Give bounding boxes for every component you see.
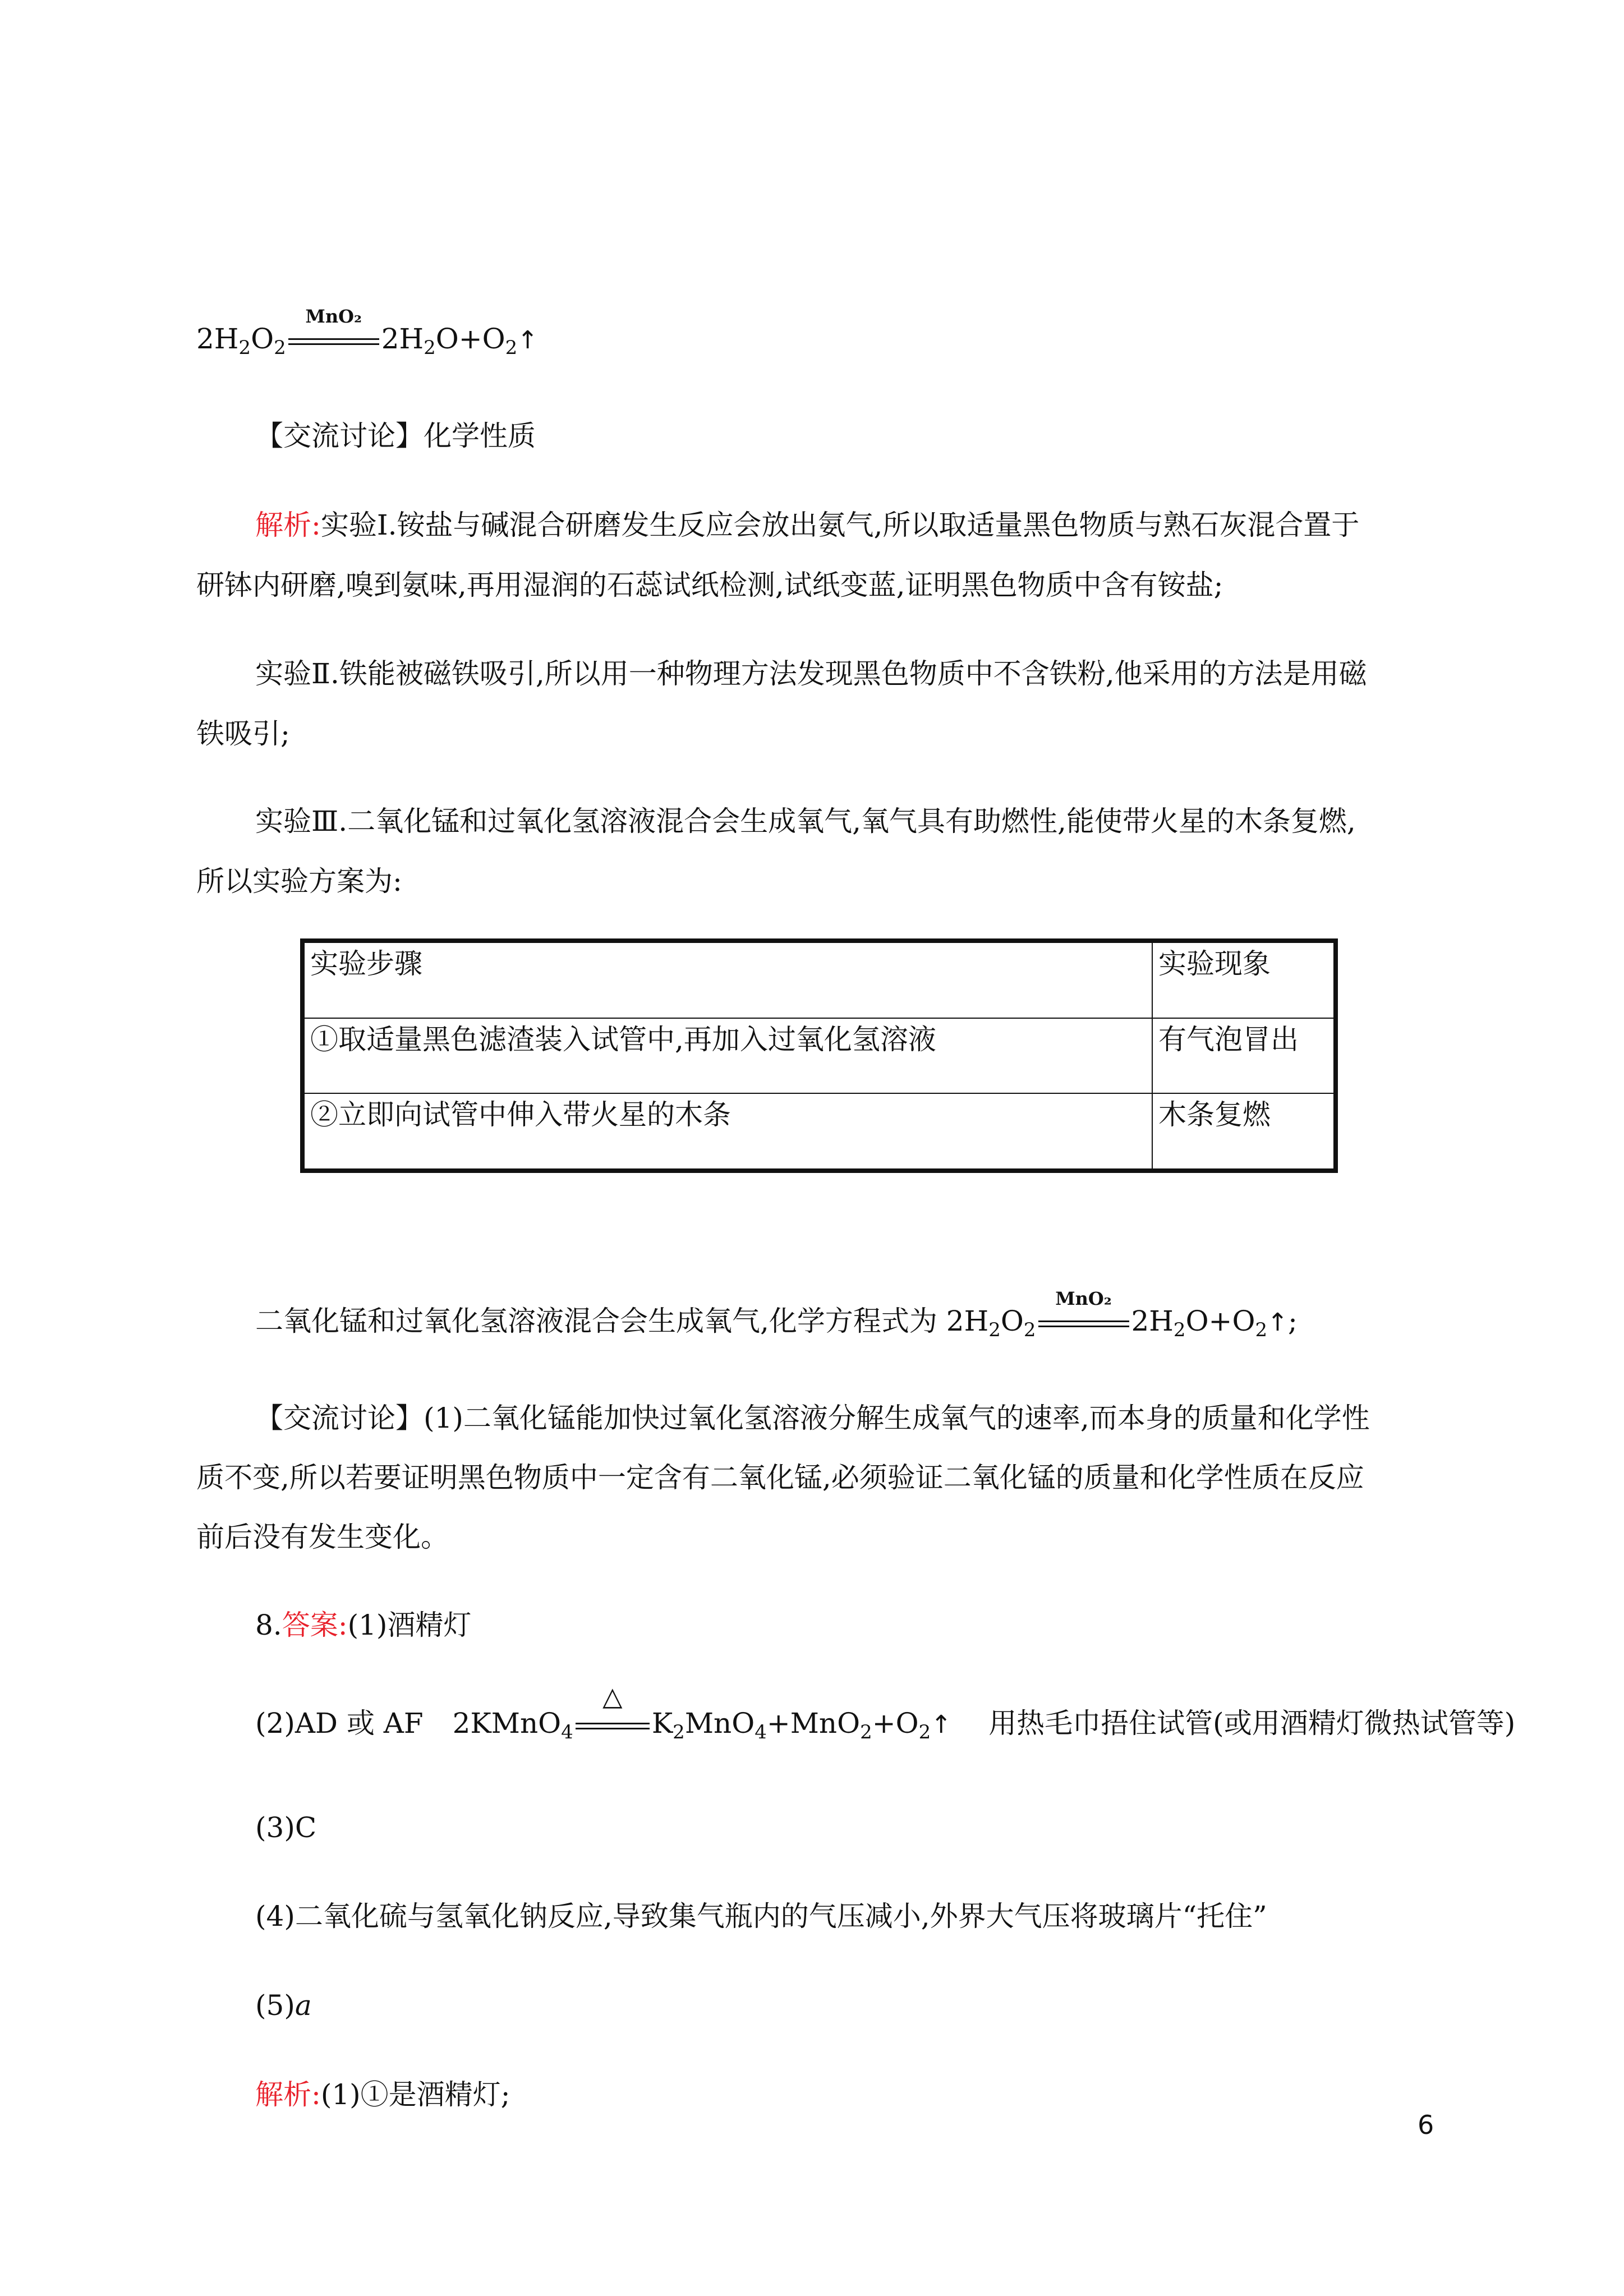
discussion2-line3: 前后没有发生变化。	[196, 1521, 449, 1553]
table-cell-phenomenon: 有气泡冒出	[1152, 1018, 1336, 1094]
exp2-line2: 铁吸引;	[196, 717, 290, 750]
analysis-exp1-line1: 解析:实验Ⅰ.铵盐与碱混合研磨发生反应会放出氨气,所以取适量黑色物质与熟石灰混合置于	[255, 509, 1360, 541]
page-number: 6	[1418, 2110, 1434, 2140]
equation-h2o2-decomposition: $2H_2O_2$ MnO₂ $2H_2O+O_2↑$	[196, 306, 539, 359]
table-header-row	[302, 941, 1336, 1018]
q8-answer-5: (5)a	[255, 1989, 312, 2022]
answer-label: 答案:	[282, 1609, 348, 1641]
discussion-answer: 【交流讨论】化学性质	[255, 420, 536, 452]
table-row	[302, 1093, 1336, 1171]
table-row	[302, 1018, 1336, 1094]
exp2-line1: 实验Ⅱ.铁能被磁铁吸引,所以用一种物理方法发现黑色物质中不含铁粉,他采用的方法是用磁	[255, 657, 1367, 690]
table-cell-phenomenon: 木条复燃	[1152, 1093, 1336, 1171]
table-header-phenomena: 实验现象	[1152, 941, 1336, 1018]
analysis-exp1-line2: 研钵内研磨,嗅到氨味,再用湿润的石蕊试纸检测,试纸变蓝,证明黑色物质中含有铵盐;	[196, 569, 1223, 601]
equation-sentence: 二氧化锰和过氧化氢溶液混合会生成氧气,化学方程式为 $2H_2O_2$ MnO₂ $2H_2O+O_2↑$;	[255, 1288, 1298, 1341]
heat-condition: △	[573, 1706, 652, 1741]
q8-answer-4: (4)二氧化硫与氢氧化钠反应,导致集气瓶内的气压减小,外界大气压将玻璃片“托住”	[255, 1900, 1267, 1932]
table-header-steps: 实验步骤	[302, 941, 1152, 1018]
reaction-condition: MnO₂	[286, 321, 381, 356]
analysis-label: 解析:	[255, 2078, 321, 2111]
q8-answer-2: (2)AD 或 AF 2KMnO$_4$ △ $K_2MnO_4+MnO_2+O_2↑$ 用热毛巾捂住试管(或用酒精灯微热试管等)	[255, 1681, 1516, 1743]
analysis-label: 解析:	[255, 509, 321, 541]
discussion2-line1: 【交流讨论】(1)二氧化锰能加快过氧化氢溶液分解生成氧气的速率,而本身的质量和化学性	[255, 1402, 1370, 1434]
q8-answer-line: 8.答案:(1)酒精灯	[255, 1609, 472, 1641]
question-number: 8.	[255, 1609, 282, 1641]
exp3-line2: 所以实验方案为:	[196, 865, 402, 898]
table-cell-step: ②立即向试管中伸入带火星的木条	[302, 1093, 1152, 1171]
table-cell-step: ①取适量黑色滤渣装入试管中,再加入过氧化氢溶液	[302, 1018, 1152, 1094]
discussion2-line2: 质不变,所以若要证明黑色物质中一定含有二氧化锰,必须验证二氧化锰的质量和化学性质在反应	[196, 1461, 1364, 1494]
experiment-table	[300, 938, 1338, 1173]
exp3-line1: 实验Ⅲ.二氧化锰和过氧化氢溶液混合会生成氧气,氧气具有助燃性,能使带火星的木条复燃,	[255, 805, 1356, 838]
reaction-condition: MnO₂	[1036, 1304, 1131, 1338]
q8-answer-3: (3)C	[255, 1811, 317, 1844]
q8-analysis: 解析:(1)①是酒精灯;	[255, 2078, 510, 2111]
